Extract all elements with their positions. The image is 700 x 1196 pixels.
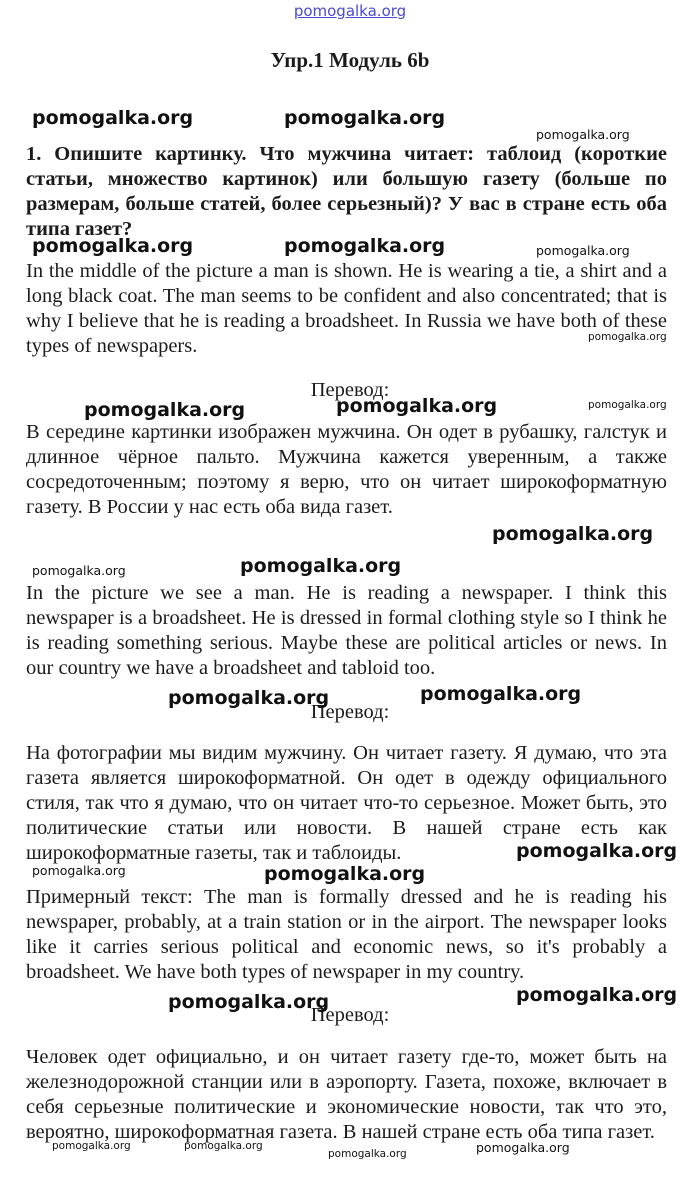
watermark: pomogalka.org	[336, 395, 498, 417]
watermark: pomogalka.org	[516, 984, 678, 1006]
answer-1-text: In the middle of the picture a man is shown. He is wearing a tie, a shirt and a long black coat. The man seems to be confident and also concentrated; that is why I believe that he is reading a broadsheet. In Russia we have both of these types of newspapers.	[26, 260, 667, 357]
answer-3-text: Примерный текст: The man is formally dressed and he is reading his newspaper, probably, at a train station or in the airport. The newspaper looks like it carries serious political and economic news, so it's probably a broadsheet. We have both types of newspaper in my country.	[26, 886, 667, 983]
watermark: pomogalka.org	[420, 683, 582, 705]
answer-2-translation-heading: Перевод:	[310, 701, 390, 723]
page-title: Упр.1 Модуль 6b	[270, 48, 430, 72]
watermark: pomogalka.org	[516, 840, 678, 862]
watermark: pomogalka.org	[328, 1148, 407, 1160]
watermark: pomogalka.org	[32, 563, 126, 578]
watermark: pomogalka.org	[184, 1140, 263, 1152]
watermark: pomogalka.org	[32, 235, 194, 257]
answer-1-translation-heading: Перевод:	[310, 379, 390, 401]
watermark: pomogalka.org	[240, 555, 402, 577]
answer-3-translation-heading: Перевод:	[310, 1004, 390, 1026]
answer-2-translation: На фотографии мы видим мужчину. Он читает газету. Я думаю, что эта газета является широкоформатной. Он одет в одежду официального стиля, так что я думаю, что он читает что-то серьезное. Может быть, это политические статьи или новости. В нашей стране есть как широкоформатные газеты, так и таблоиды.	[26, 742, 667, 864]
watermark: pomogalka.org	[32, 863, 126, 878]
watermark: pomogalka.org	[588, 399, 667, 411]
answer-3-translation: Человек одет официально, и он читает газету где-то, может быть на железнодорожной станции или в аэропорту. Газета, похоже, включает в себя серьезные политические и экономические новости, так что это, вероятно, широкоформатная газета. В нашей стране есть оба типа газет.	[26, 1046, 667, 1143]
watermark: pomogalka.org	[168, 687, 330, 709]
watermark: pomogalka.org	[84, 399, 246, 421]
site-header-link[interactable]: pomogalka.org	[293, 2, 407, 20]
watermark: pomogalka.org	[476, 1140, 570, 1155]
watermark: pomogalka.org	[264, 863, 426, 885]
watermark: pomogalka.org	[52, 1140, 131, 1152]
watermark: pomogalka.org	[32, 107, 194, 129]
watermark: pomogalka.org	[588, 331, 667, 343]
answer-2-text: In the picture we see a man. He is reading a newspaper. I think this newspaper is a broadsheet. He is dressed in formal clothing style so I think he is reading something serious. Maybe these are political articles or news. In our country we have a broadsheet and tabloid too.	[26, 582, 667, 679]
watermark: pomogalka.org	[492, 523, 654, 545]
watermark: pomogalka.org	[536, 127, 630, 142]
exercise-question: 1. Опишите картинку. Что мужчина читает: таблоид (короткие статьи, множество картинок) или большую газету (больше по размерам, больше статей, более серьезный)? У вас в стране есть оба типа газет?	[26, 143, 667, 240]
watermark: pomogalka.org	[536, 243, 630, 258]
watermark: pomogalka.org	[284, 235, 446, 257]
answer-1-translation: В середине картинки изображен мужчина. Он одет в рубашку, галстук и длинное чёрное пальто. Мужчина кажется уверенным, а также сосредоточенным; поэтому я верю, что он читает широкоформатную газету. В России у нас есть оба вида газет.	[26, 421, 667, 518]
watermark: pomogalka.org	[168, 991, 330, 1013]
watermark: pomogalka.org	[284, 107, 446, 129]
